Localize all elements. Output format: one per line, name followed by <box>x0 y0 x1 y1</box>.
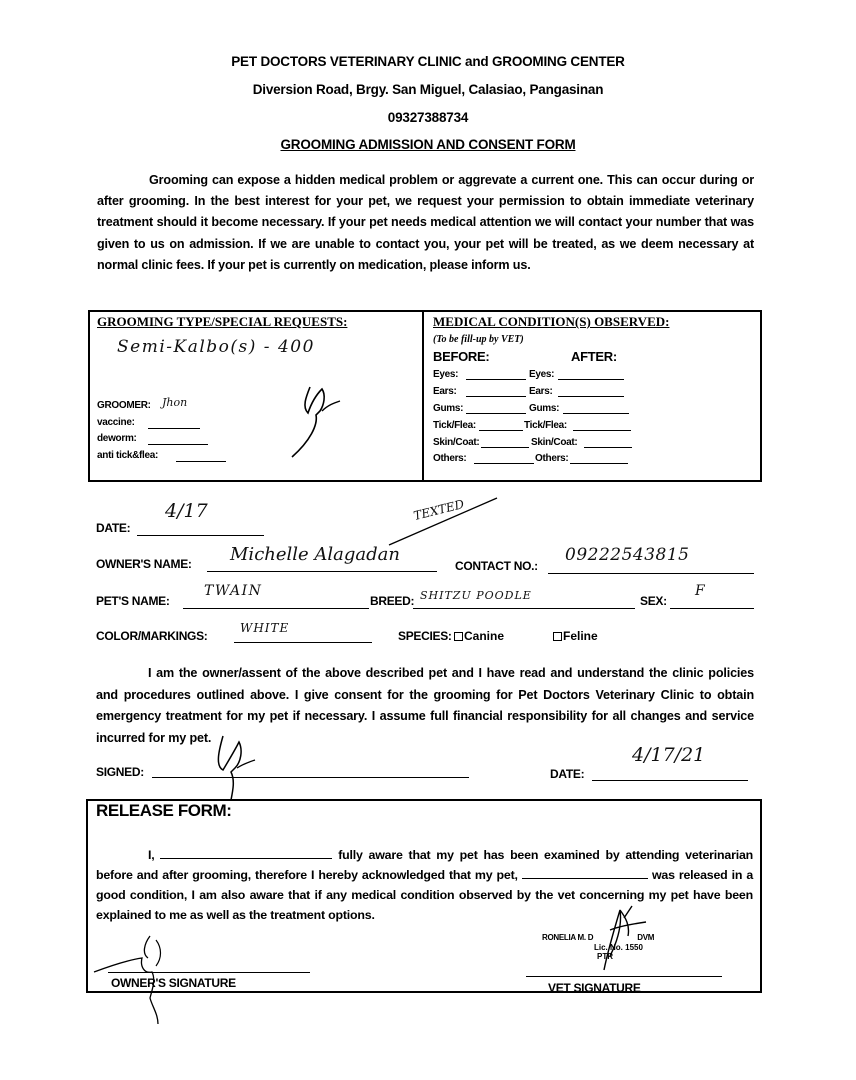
consent-date-line <box>592 780 748 781</box>
owner-name-label: OWNER'S NAME: <box>96 557 192 571</box>
after-item-label: Eyes: <box>529 369 555 380</box>
owner-consent-signature <box>205 728 265 803</box>
contact-label: CONTACT NO.: <box>455 559 538 573</box>
owner-name-blank[interactable] <box>160 848 332 859</box>
consent-date-label: DATE: <box>550 767 585 781</box>
consent-date-value[interactable]: 4/17/21 <box>632 744 706 766</box>
release-form-title: RELEASE FORM: <box>96 801 232 820</box>
before-item-label: Gums: <box>433 403 464 414</box>
contact-line <box>548 573 754 574</box>
clinic-phone: 09327388734 <box>387 110 469 125</box>
anti-tick-field[interactable] <box>176 461 226 462</box>
color-markings-value[interactable]: WHITE <box>240 621 290 635</box>
owner-name-value[interactable]: Michelle Alagadan <box>230 544 400 565</box>
sex-value[interactable]: F <box>695 583 705 599</box>
breed-value[interactable]: SHITZU POODLE <box>420 589 532 602</box>
deworm-field[interactable] <box>148 444 208 445</box>
vet-signature-label: VET SIGNATURE <box>548 981 641 995</box>
after-item-label: Ears: <box>529 386 553 397</box>
before-item-label: Eyes: <box>433 369 459 380</box>
owner-signature-label: OWNER'S SIGNATURE <box>111 976 236 990</box>
sex-line <box>670 608 754 609</box>
release-text-part2: fully aware that my pet has been examined by attending veterinarian before and after grooming, therefore I hereby acknowledged that my pet, <box>96 848 754 882</box>
vet-stamp-lic-label: Lic. No. <box>594 943 623 952</box>
after-item-field[interactable] <box>573 430 631 431</box>
clinic-name: PET DOCTORS VETERINARY CLINIC and GROOMING CENTER <box>231 54 625 69</box>
before-item-label: Others: <box>433 453 467 464</box>
before-item-label: Ears: <box>433 386 457 397</box>
before-heading: BEFORE: <box>433 349 490 364</box>
feline-checkbox[interactable] <box>553 632 562 641</box>
release-text-part1: I, <box>148 848 155 862</box>
pet-name-line <box>183 608 369 609</box>
grooming-box-title: GROOMING TYPE/SPECIAL REQUESTS: <box>97 314 348 329</box>
date-value[interactable]: 4/17 <box>165 500 208 522</box>
vet-stamp-ptr: PTR <box>597 952 613 961</box>
before-item-field[interactable] <box>466 396 526 397</box>
after-item-field[interactable] <box>563 413 629 414</box>
pet-name-value[interactable]: TWAIN <box>204 583 263 599</box>
texted-note: TEXTED <box>412 496 466 524</box>
after-heading: AFTER: <box>571 349 617 364</box>
anti-tick-label: anti tick&flea: <box>97 450 159 461</box>
before-item-field[interactable] <box>466 379 526 380</box>
vaccine-label: vaccine: <box>97 417 135 428</box>
before-item-field[interactable] <box>481 447 529 448</box>
species-label: SPECIES: <box>398 629 452 643</box>
groomer-label: GROOMER: <box>97 400 151 411</box>
date-label: DATE: <box>96 521 131 535</box>
breed-line <box>413 608 635 609</box>
before-item-field[interactable] <box>479 430 523 431</box>
date-field-line <box>137 535 264 536</box>
contact-value[interactable]: 09222543815 <box>565 545 690 565</box>
after-item-field[interactable] <box>584 447 632 448</box>
vet-signature-line[interactable] <box>526 976 722 977</box>
grooming-request-value[interactable]: Semi-Kalbo(s) - 400 <box>117 337 315 357</box>
clinic-address: Diversion Road, Brgy. San Miguel, Calasiao, Pangasinan <box>252 82 604 97</box>
pet-name-blank[interactable] <box>522 868 648 879</box>
sex-label: SEX: <box>640 594 667 608</box>
breed-label: BREED: <box>370 594 415 608</box>
groomer-value[interactable]: Jhon <box>162 396 188 409</box>
vet-stamp-name: RONELIA M. D <box>542 933 594 942</box>
after-item-label: Tick/Flea: <box>524 420 567 431</box>
after-item-field[interactable] <box>558 379 624 380</box>
color-markings-label: COLOR/MARKINGS: <box>96 629 208 643</box>
after-item-label: Skin/Coat: <box>531 437 578 448</box>
form-title: GROOMING ADMISSION AND CONSENT FORM <box>280 137 576 152</box>
after-item-field[interactable] <box>570 463 628 464</box>
color-markings-line <box>234 642 372 643</box>
intro-paragraph: Grooming can expose a hidden medical problem or aggrevate a current one. This can occur during or after grooming. In the best interest for your pet, we request your permission to obtain immediate veterinary treatment should it become necessary. If your pet needs medical attention we will contact your number that was given to us on admission. If we are unable to contact you, your pet will be treated, as we deem necessary at normal clinic fees. If your pet is currently on medication, please inform us. <box>97 173 754 272</box>
after-item-label: Gums: <box>529 403 560 414</box>
consent-paragraph: I am the owner/assent of the above described pet and I have read and understand the clinic policies and procedures outlined above. I give consent for the grooming for Pet Doctors Veterinary Clinic to obtain emergency treatment for my pet if necessary. I assume full financial responsibility for all changes and service incurred for my pet. <box>96 666 754 745</box>
before-item-field[interactable] <box>466 413 526 414</box>
after-item-field[interactable] <box>558 396 624 397</box>
signed-line[interactable] <box>152 777 469 778</box>
vaccine-field[interactable] <box>148 428 200 429</box>
vet-signature-scribble <box>580 900 660 975</box>
canine-option-label: Canine <box>464 629 505 643</box>
deworm-label: deworm: <box>97 433 137 444</box>
before-item-label: Skin/Coat: <box>433 437 480 448</box>
medical-box-subtitle: (To be fill-up by VET) <box>433 334 524 345</box>
after-item-label: Others: <box>535 453 569 464</box>
texted-strike-line <box>385 490 505 550</box>
owner-name-line <box>207 571 437 572</box>
feline-option-label: Feline <box>563 629 598 643</box>
pet-name-label: PET'S NAME: <box>96 594 170 608</box>
before-item-field[interactable] <box>474 463 534 464</box>
owner-signature-line[interactable] <box>108 972 310 973</box>
signed-label: SIGNED: <box>96 765 144 779</box>
medical-box-title: MEDICAL CONDITION(S) OBSERVED: <box>433 314 670 329</box>
before-item-label: Tick/Flea: <box>433 420 476 431</box>
canine-checkbox[interactable] <box>454 632 463 641</box>
vet-stamp-suffix: DVM <box>637 933 655 942</box>
groomer-signature-scribble <box>288 375 348 460</box>
vet-stamp-lic-no: 1550 <box>625 943 643 952</box>
release-text-part3: was released in a good condition, I am also aware that if any medical condition observed by the vet concerning my pet have been explained to me as well as the treatment options. <box>96 868 754 922</box>
